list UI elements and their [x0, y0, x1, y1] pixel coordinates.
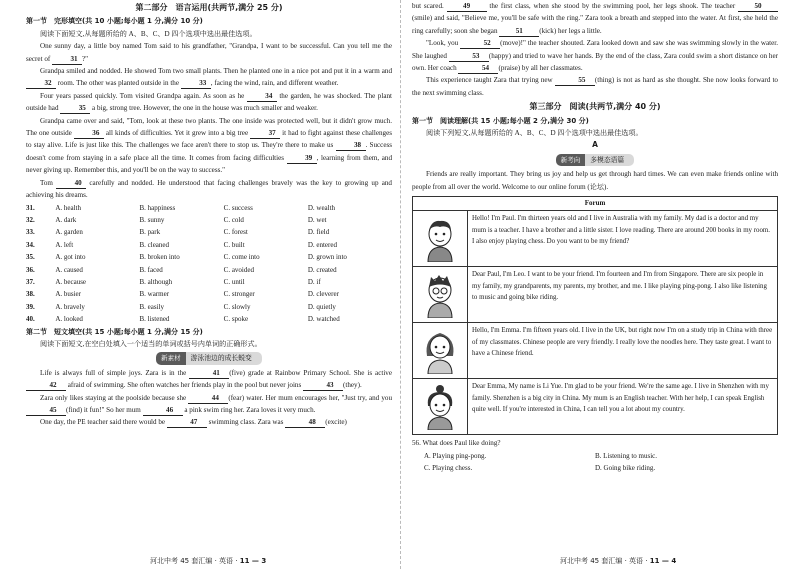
section1-title: 第一节 完形填空(共 10 小题;每小题 1 分,满分 10 分): [26, 17, 203, 26]
boy-avatar-icon: [413, 211, 468, 266]
cloze-paragraph-2: Grandpa smiled and nodded. He showed Tom two small plants. Then he planted one in a nice pot and put it in a warm and 32 room. The other was planted outside in the 33 , facing the wind, rain, and different weather.: [26, 65, 392, 90]
new-direction-banner: [412, 154, 778, 166]
cloze-paragraph-3: Four years passed quickly. Tom visited Grandpa again. As soon as he 34 the garden, he was shocked. The plant outside had 35 a big, strong tree. However, the one in the house was much smaller and weaker.: [26, 91, 392, 113]
reading-instruction: 阅读下列短文,从每题所给的 A、B、C、D 四个选项中选出最佳选项。: [426, 129, 643, 138]
q56-option-c[interactable]: C. Playing chess.: [424, 463, 473, 472]
blank-34[interactable]: 34: [247, 91, 277, 102]
blank-51[interactable]: 51: [499, 26, 539, 37]
option-c[interactable]: C. forest: [223, 228, 248, 237]
forum-post-leo: [413, 267, 777, 323]
option-a[interactable]: A. because: [55, 277, 87, 286]
part2-title: 第二部分 语言运用(共两节,满分 25 分): [135, 3, 283, 12]
option-c[interactable]: C. built: [223, 240, 245, 249]
fill-paragraph-4: but scared. 49 the first class, when she stood by the swimming pool, her legs shook. The teacher 50(smile) and said, "Believe me, you'll be safe with the ring." Zara took a breath and stepped into the water. At first, she held the ring carefully; soon she began 51 (kick) her legs a little.: [412, 2, 778, 35]
question-number: 32.: [26, 215, 35, 224]
option-b[interactable]: B. cleaned: [139, 240, 170, 249]
post-text: Hello! I'm Paul. I'm thirteen years old and I live in Australia with my family. My dad is a doctor and my mum is a teacher. I have a brother and a little sister. I love reading. There are around 200 books in my room. I also enjoy playing chess. Do you want to be my friend?: [472, 215, 770, 246]
option-d[interactable]: D. created: [307, 265, 337, 274]
option-row: [26, 288, 392, 300]
cloze-paragraph-1: One sunny day, a little boy named Tom said to his grandfather, "Grandpa, I want to be successful. Can you tell me the secret of 31 ?": [26, 42, 392, 63]
blank-46[interactable]: 46: [143, 405, 183, 416]
question-number: 33.: [26, 228, 35, 237]
option-d[interactable]: D. quietly: [307, 302, 336, 311]
option-b[interactable]: B. warmer: [139, 290, 170, 299]
option-d[interactable]: D. watched: [307, 315, 340, 324]
question-number: 38.: [26, 290, 35, 299]
blank-43[interactable]: 43: [303, 380, 343, 391]
option-c[interactable]: C. come into: [223, 253, 260, 262]
cloze-paragraph-4: Grandpa came over and said, "Tom, look at these two plants. The one inside was protected well, but it didn't grow much. The one outside 36 all kinds of difficulties. Yet it grew into a big tree 37 it had to fight against these challenges to stay alive. Life is just like this. The challenges we face aren't there to stop us. They're there to make us 38 . Success doesn't come from staying in a safe place all the time. It comes from facing difficulties 39 , learning from them, and never giving up. Remember this, and you'll be on the way to success.": [26, 116, 392, 175]
question-number: 35.: [26, 253, 35, 262]
blank-35[interactable]: 35: [60, 103, 90, 114]
banner-title: 游泳池边的成长蜕变: [186, 352, 262, 364]
forum-post-paul: [413, 211, 777, 267]
left-page-number: 11 — 3: [239, 557, 267, 565]
part3-title: 第三部分 阅读(共两节,满分 40 分): [529, 102, 661, 112]
page-divider: [400, 0, 401, 569]
question-56: 56. What does Paul like doing?: [412, 439, 501, 448]
fill-paragraph-1: Life is always full of simple joys. Zara is in the 41 (five) grade at Rainbow Primary School. She is active 42 afraid of swimming. She often watches her friends play in the pool but never joins 43 (they).: [26, 367, 392, 392]
section2-title: 第二节 短文填空(共 15 小题;每小题 1 分,满分 15 分): [26, 327, 203, 336]
option-row: [26, 214, 392, 226]
blank-41[interactable]: 41: [189, 368, 229, 379]
blank-33[interactable]: 33: [181, 78, 211, 89]
right-footer: 河北中考 45 套汇编 · 英语 · 11 — 4: [560, 557, 677, 565]
girl-avatar-icon: [413, 323, 468, 378]
q56-options: [412, 450, 778, 475]
forum-table: [412, 196, 778, 435]
q56-option-b[interactable]: B. Listening to music.: [595, 451, 658, 460]
blank-49[interactable]: 49: [447, 1, 487, 12]
fill-paragraph-6: This experience taught Zara that trying new 55 (thing) is not as hard as she thought. She now looks forward to the next swimming class.: [412, 76, 778, 97]
left-column: [26, 0, 392, 429]
reading-section1-title: 第一节 阅读理解(共 15 小题;每小题 2 分,满分 30 分): [412, 116, 589, 125]
option-a[interactable]: A. looked: [55, 315, 83, 324]
option-b[interactable]: B. sunny: [139, 215, 165, 224]
fill-paragraph-5: "Look, you 52 (move)!" the teacher shouted. Zara looked down and saw she was swimming slowly in the water. She laughed 53 (happy) and tried to wave her hands. By the end of the class, Zara could swim a short distance on her own. Her coach 54 (praise) by all her classmates.: [412, 39, 778, 73]
blank-48[interactable]: 48: [285, 417, 325, 428]
blank-50[interactable]: 50: [738, 1, 778, 12]
option-row: [26, 251, 392, 263]
option-b[interactable]: B. park: [139, 228, 161, 237]
cloze-paragraph-5: Tom 40 carefully and nodded. He understood that facing challenges bravely was the key to growing up and achieving his dreams.: [26, 178, 392, 200]
option-c[interactable]: C. success: [223, 203, 253, 212]
blank-37[interactable]: 37: [250, 128, 280, 139]
option-a[interactable]: A. left: [55, 240, 74, 249]
forum-post-emma: [413, 323, 777, 379]
option-row: [26, 226, 392, 238]
post-text: Dear Emma, My name is Li Yue. I'm glad to be your friend. We're the same age. I live in Shenzhen with my family. Shenzhen is a big city in China. My mum is an English teacher. With her help, I can speak English quite well. If you're interested in China, I can tell you a lot about my country.: [472, 383, 769, 414]
option-row: [26, 202, 392, 214]
forum-title: Forum: [413, 197, 777, 211]
blank-40[interactable]: 40: [56, 178, 86, 189]
girl-with-bun-avatar-icon: [413, 379, 468, 434]
blank-36[interactable]: 36: [74, 128, 104, 139]
option-a[interactable]: A. dark: [55, 215, 77, 224]
blank-54[interactable]: 54: [458, 63, 498, 74]
q56-option-d[interactable]: D. Going bike riding.: [595, 463, 656, 472]
blank-55[interactable]: 55: [555, 75, 595, 86]
banner-tag: 新考向: [556, 154, 586, 166]
option-b[interactable]: B. although: [139, 277, 173, 286]
post-text: Hello, I'm Emma. I'm fifteen years old. I live in the UK, but right now I'm on a study trip in China with three of my classmates. Chinese people are very friendly. I really love the noodles here. They taste great. I want to have a Chinese friend.: [472, 327, 773, 358]
option-a[interactable]: A. health: [55, 203, 81, 212]
option-d[interactable]: D. field: [307, 228, 330, 237]
boy-with-glasses-avatar-icon: [413, 267, 468, 322]
left-footer: 河北中考 45 套汇编 · 英语 · 11 — 3: [150, 557, 267, 565]
blank-31[interactable]: 31: [52, 54, 82, 65]
option-c[interactable]: C. avoided: [223, 265, 254, 274]
blank-42[interactable]: 42: [26, 380, 66, 391]
blank-47[interactable]: 47: [167, 417, 207, 428]
option-d[interactable]: D. cleverer: [307, 290, 339, 299]
option-b[interactable]: B. easily: [139, 302, 164, 311]
question-number: 34.: [26, 240, 35, 249]
option-c[interactable]: C. slowly: [223, 302, 251, 311]
question-number: 37.: [26, 277, 35, 286]
banner-tag: 新素材: [156, 352, 186, 364]
option-d[interactable]: D. wet: [307, 215, 327, 224]
option-d[interactable]: D. wealth: [307, 203, 336, 212]
cloze-options-table: [26, 202, 392, 326]
option-c[interactable]: C. spoke: [223, 315, 249, 324]
option-b[interactable]: B. happiness: [139, 203, 176, 212]
option-row: [26, 264, 392, 276]
option-a[interactable]: A. garden: [55, 228, 83, 237]
right-page-number: 11 — 4: [649, 557, 677, 565]
blank-45[interactable]: 45: [26, 405, 66, 416]
banner-title: 多模态语篇: [585, 154, 634, 166]
section2-instruction: 阅读下面短文,在空白处填入一个适当的单词或括号内单词的正确形式。: [40, 339, 262, 348]
option-row: [26, 313, 392, 325]
option-a[interactable]: A. bravely: [55, 302, 85, 311]
option-b[interactable]: B. listened: [139, 315, 170, 324]
blank-39[interactable]: 39: [287, 153, 317, 164]
option-b[interactable]: B. faced: [139, 265, 163, 274]
right-column: [412, 0, 778, 474]
option-c[interactable]: C. until: [223, 277, 245, 286]
q56-option-a[interactable]: A. Playing ping-pong.: [424, 451, 487, 460]
option-row: [26, 276, 392, 288]
option-a[interactable]: A. got into: [55, 253, 86, 262]
question-number: 40.: [26, 315, 35, 324]
option-d[interactable]: D. entered: [307, 240, 337, 249]
section-letter: A: [592, 140, 598, 150]
option-row: [26, 301, 392, 313]
question-number: 36.: [26, 265, 35, 274]
fill-paragraph-2: Zara only likes staying at the poolside because she 44 (fear) water. Her mum encourages her, "Just try, and you 45 (find) it fun!" So her mum 46 a pink swim ring her. Zara loves it very much.: [26, 392, 392, 417]
option-c[interactable]: C. cold: [223, 215, 244, 224]
blank-52[interactable]: 52: [460, 38, 500, 49]
option-c[interactable]: C. stronger: [223, 290, 255, 299]
option-a[interactable]: A. busier: [55, 290, 81, 299]
fill-paragraph-3: One day, the PE teacher said there would be 47 swimming class. Zara was 48 (excite): [40, 418, 347, 427]
question-number: 31.: [26, 203, 35, 212]
option-d[interactable]: D. grown into: [307, 253, 347, 262]
section1-instruction: 阅读下面短文,从每题所给的 A、B、C、D 四个选项中选出最佳选项。: [40, 29, 257, 38]
blank-38[interactable]: 38: [336, 140, 366, 151]
reading-intro: Friends are really important. They bring us joy and help us get through hard times. We can even make friends online with people from all over the world. Welcome to our online forum (论坛).: [412, 170, 778, 191]
option-row: [26, 239, 392, 251]
option-a[interactable]: A. caused: [55, 265, 83, 274]
option-b[interactable]: B. broken into: [139, 253, 180, 262]
blank-44[interactable]: 44: [188, 393, 228, 404]
blank-53[interactable]: 53: [449, 51, 489, 62]
blank-32[interactable]: 32: [26, 78, 56, 89]
post-text: Dear Paul, I'm Leo. I want to be your friend. I'm fourteen and I'm from Singapore. There are six people in my family, my grandparents, my parents, my brother, and me. I like playing ping-pong. I also like listening to music and going bike riding.: [472, 271, 767, 302]
option-d[interactable]: D. if: [307, 277, 321, 286]
forum-post-li-yue: [413, 379, 777, 434]
new-material-banner: [26, 352, 392, 364]
question-number: 39.: [26, 302, 35, 311]
